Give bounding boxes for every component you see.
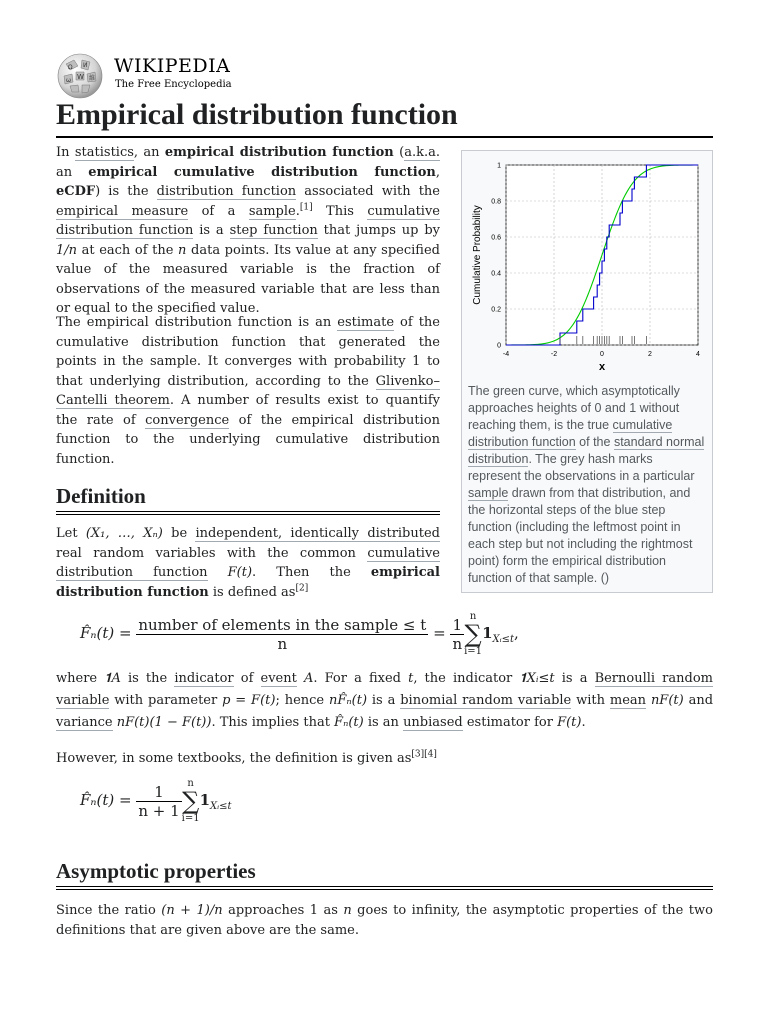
link-standard-normal[interactable]: standard normal distribution: [468, 435, 705, 466]
wikipedia-globe-icon: [56, 52, 104, 100]
link-cdf-2[interactable]: cumulative distribution function: [56, 545, 440, 580]
section-heading-definition: Definition: [56, 481, 440, 515]
x-tick-label: 2: [648, 351, 652, 358]
fraction-one-over-n-plus-1: $\frac{1}{n + 1}$: [138, 782, 180, 820]
x-tick-label: 4: [696, 351, 700, 358]
link-aka[interactable]: a.k.a.: [404, 145, 440, 160]
link-cdf[interactable]: cumulative distribution function: [56, 203, 440, 238]
x-tick-label: -4: [502, 351, 510, 358]
page-title: Empirical distribution function: [56, 94, 713, 138]
definition-paragraph-1: Let (X₁, …, Xₙ) be independent, identically distributed real random variables with the common cumulative distribution function F(t). Then the empirical distribution function is defined as[2]: [56, 526, 440, 600]
link-empirical-measure[interactable]: empirical measure: [56, 203, 189, 219]
x-tick-label: -2: [550, 351, 558, 358]
reference-3[interactable]: [3]: [411, 749, 425, 760]
x-axis-label: x: [598, 361, 606, 373]
link-statistics[interactable]: statistics: [74, 145, 134, 160]
link-estimate[interactable]: estimate: [337, 315, 395, 330]
summation-symbol: n ∑ i=1: [181, 778, 200, 824]
fraction-one-over-n: $\frac{1}{n}$: [452, 615, 463, 653]
wordmark: WIKIPEDIA: [114, 55, 231, 77]
formula-edf-alt: F̂ₙ(t) = $\frac{1}{n + 1}$ n ∑ $i=1𝟏_{Xᵢ\le t}$: [80, 778, 232, 824]
intro-paragraph-2: The empirical distribution function is an estimate of the cumulative distribution function that generated the points in the sample. It converges with probability 1 to that underlying distribution, according to the Glivenko–Cantelli theorem. A number of results exist to quantify the rate of convergence of the empirical distribution function to the underlying cumulative distribution function.: [56, 315, 440, 467]
figure-thumbnail: [461, 150, 713, 593]
globe-glyph: ω: [66, 77, 72, 84]
globe-glyph: 維: [89, 75, 96, 82]
definition-paragraph-3: However, in some textbooks, the definition is given as[3][4]: [56, 749, 437, 766]
link-sample[interactable]: sample: [248, 203, 296, 219]
asymptotic-paragraph-1: Since the ratio (n + 1)/n approaches 1 as n goes to infinity, the asymptotic properties of the two definitions that are given above are the same.: [56, 903, 713, 938]
link-step-function[interactable]: step function: [229, 223, 318, 238]
definition-paragraph-2: where 𝟏A is the indicator of event A. For a fixed t, the indicator 𝟏Xᵢ≤t is a Bernoulli random variable with parameter p = F(t); hence nF̂ₙ(t) is a binomial random variable with mean nF(t) and variance nF(t)(1 − F(t)). This implies that F̂ₙ(t) is an unbiased estimator for F(t).: [56, 671, 714, 730]
formula-edf: F̂ₙ(t) = $\frac{\text{number of elements in the sample ≤ t}}{n}$ = $\frac{1}{n}$ n ∑ $i=1𝟏_{Xᵢ\le t}$,: [80, 611, 519, 657]
link-mean[interactable]: mean: [609, 693, 647, 708]
y-tick-label: 0.6: [491, 234, 501, 242]
x-tick-label: 0: [600, 351, 604, 358]
globe-glyph: И: [83, 62, 88, 69]
y-tick-label: 0: [497, 342, 501, 350]
link-iid[interactable]: independent, identically distributed: [195, 526, 440, 541]
section-heading-asymptotic: Asymptotic properties: [56, 856, 713, 890]
globe-glyph: Ω: [68, 64, 73, 71]
summation-symbol: n ∑ i=1: [464, 611, 483, 657]
link-distribution-function[interactable]: distribution function: [156, 184, 297, 199]
ecdf-chart[interactable]: [466, 155, 708, 379]
fraction-count: $\frac{\text{number of elements in the sample ≤ t}}{n}$: [138, 615, 427, 653]
link-sample-caption[interactable]: sample: [468, 486, 509, 500]
link-bernoulli[interactable]: Bernoulli random variable: [56, 671, 713, 708]
link-variance[interactable]: variance: [56, 715, 113, 730]
y-tick-label: 0.2: [491, 306, 501, 314]
globe-glyph: W: [77, 73, 84, 81]
y-tick-label: 0.8: [491, 198, 501, 206]
y-tick-label: 1: [497, 162, 501, 170]
tagline: The Free Encyclopedia: [115, 79, 232, 90]
y-axis-label: Cumulative Probability: [472, 205, 483, 305]
reference-1[interactable]: [1]: [299, 202, 313, 213]
link-cdf-caption[interactable]: cumulative distribution function: [468, 418, 673, 449]
y-tick-label: 0.4: [491, 270, 501, 278]
figure-caption: The green curve, which asymptotically approaches heights of 0 and 1 without reaching them, is the true cumulative distribution function of the standard normal distribution. The grey hash marks represent the observations in a particular sample drawn from that distribution, and the horizontal steps of the blue step function (including the leftmost point in each step but not including the rightmost point) form the empirical distribution function of that sample. (): [468, 384, 705, 585]
link-binomial[interactable]: binomial random variable: [400, 693, 572, 708]
link-convergence[interactable]: convergence: [145, 412, 230, 428]
reference-4[interactable]: [4]: [424, 749, 437, 760]
reference-2[interactable]: [2]: [295, 583, 309, 594]
intro-paragraph-1: In statistics, an empirical distribution function (a.k.a. an empirical cumulative distribution function, eCDF) is the distribution function associated with the empirical measure of a sample.[1] This cumulative distribution function is a step function that jumps up by 1/n at each of the n data points. Its value at any specified value of the measured variable is the fraction of observations of the measured variable that are less than or equal to the specified value.: [56, 145, 440, 316]
link-unbiased[interactable]: unbiased: [403, 715, 463, 730]
link-event[interactable]: event: [260, 671, 297, 686]
link-glivenko-cantelli[interactable]: Glivenko–Cantelli theorem: [56, 373, 440, 408]
link-indicator[interactable]: indicator: [174, 671, 234, 686]
